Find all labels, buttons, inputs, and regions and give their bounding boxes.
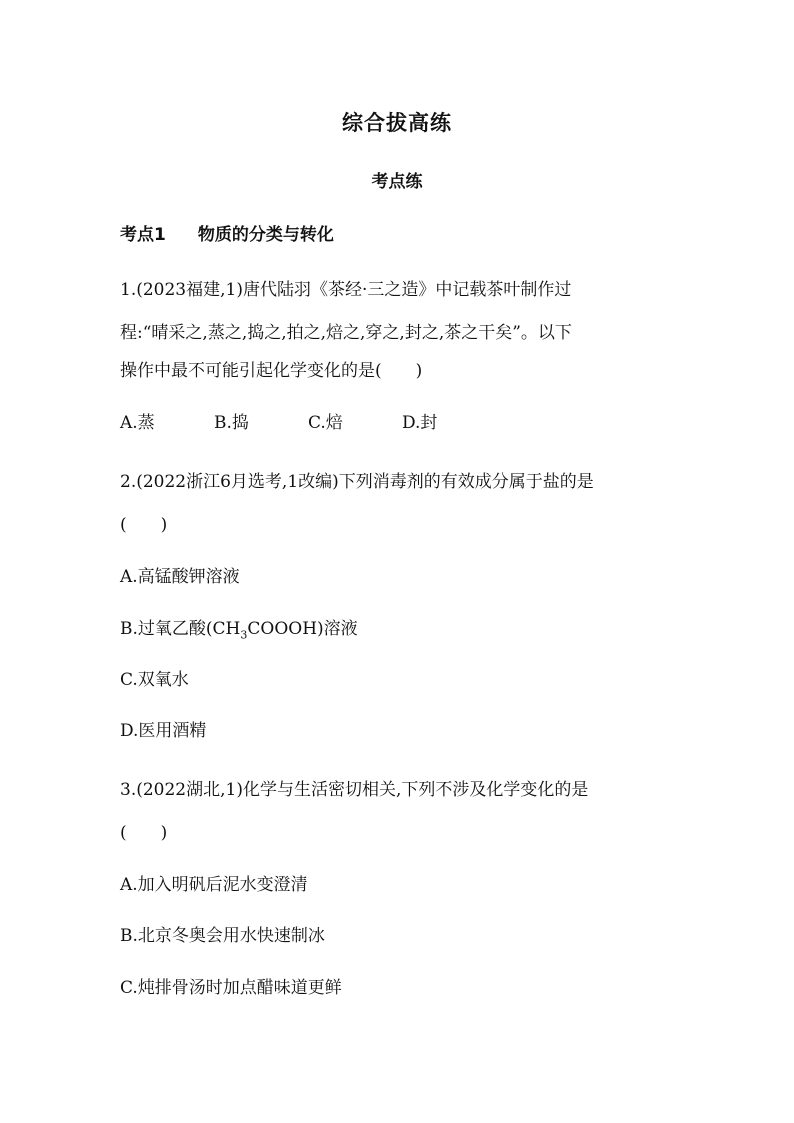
- q2-option-a: A.高锰酸钾溶液: [120, 567, 240, 587]
- q1-options: [120, 412, 437, 434]
- section-label: 考点1: [120, 225, 166, 245]
- q2-option-c: C.双氧水: [120, 670, 189, 690]
- q1-option-d: D.封: [402, 413, 438, 433]
- q1-stem-line-3: 操作中最不可能引起化学变化的是( ): [120, 361, 423, 381]
- q2-option-d: D.医用酒精: [120, 721, 207, 741]
- q3-option-b: B.北京冬奥会用水快速制冰: [120, 926, 325, 946]
- page-subtitle: 考点练: [371, 172, 423, 192]
- q2-option-b-suffix: COOOH)溶液: [247, 619, 358, 639]
- q1-stem-line-2: 程:“晴采之,蒸之,捣之,拍之,焙之,穿之,封之,茶之干矣”。以下: [120, 323, 572, 343]
- q2-stem-line-2: ( ): [120, 515, 168, 535]
- q3-option-c: C.炖排骨汤时加点醋味道更鲜: [120, 978, 342, 998]
- q2-stem-line-1: 2.(2022浙江6月选考,1改编)下列消毒剂的有效成分属于盐的是: [120, 472, 594, 492]
- q2-option-b: [120, 618, 358, 646]
- q1-option-a: A.蒸: [120, 413, 155, 433]
- q3-stem-line-1: 3.(2022湖北,1)化学与生活密切相关,下列不涉及化学变化的是: [120, 780, 589, 800]
- q3-option-a: A.加入明矾后泥水变澄清: [120, 875, 308, 895]
- q2-option-b-prefix: B.过氧乙酸(CH: [120, 619, 241, 639]
- section-name: 物质的分类与转化: [197, 225, 334, 245]
- q2-option-b-subscript: 3: [240, 628, 248, 642]
- q1-option-c: C.焙: [308, 413, 343, 433]
- page-title: 综合拔高练: [342, 111, 452, 135]
- section-heading: [120, 220, 334, 245]
- q3-stem-line-2: ( ): [120, 823, 168, 843]
- q1-stem-line-1: 1.(2023福建,1)唐代陆羽《茶经·三之造》中记载茶叶制作过: [120, 280, 572, 300]
- q1-option-b: B.捣: [214, 413, 249, 433]
